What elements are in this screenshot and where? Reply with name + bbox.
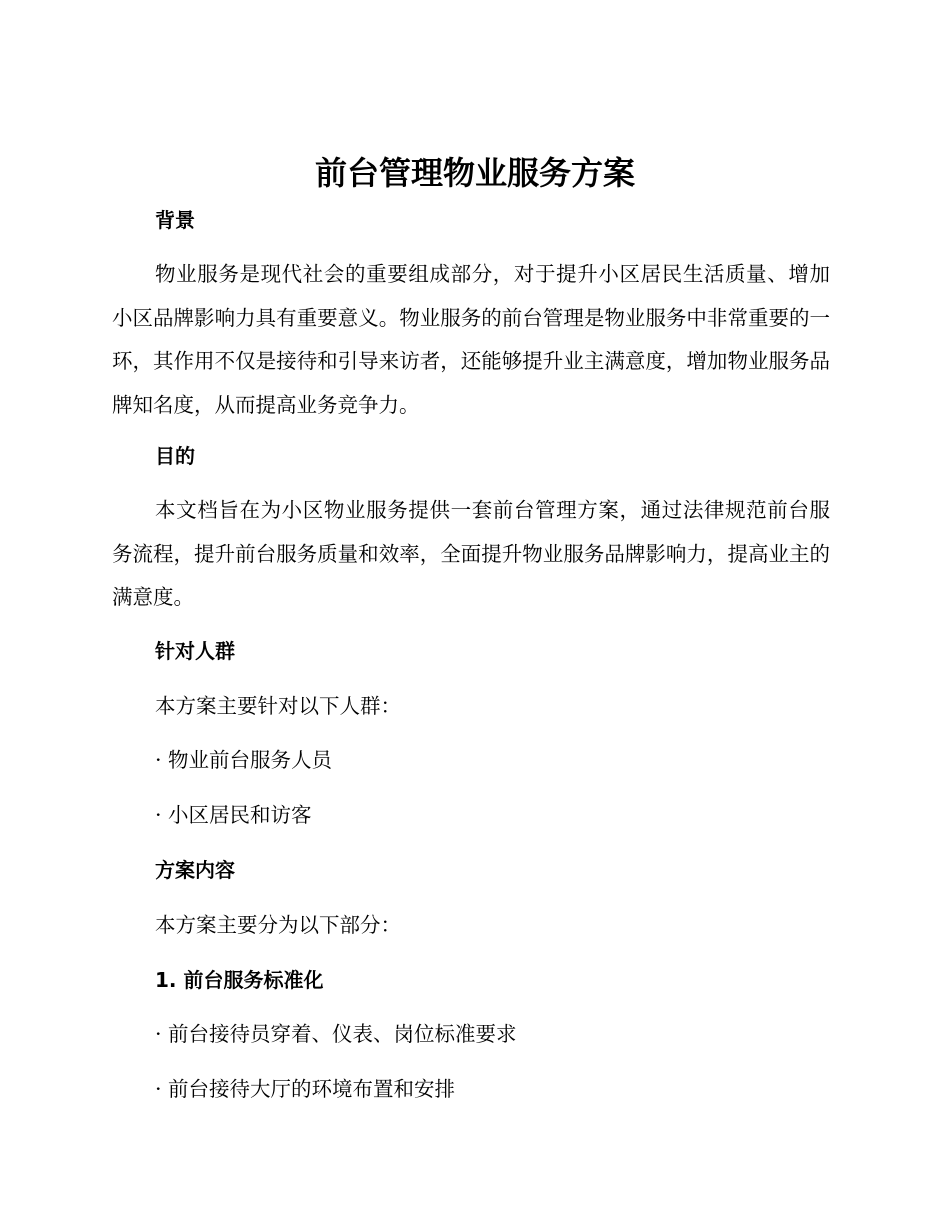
background-paragraph: 物业服务是现代社会的重要组成部分，对于提升小区居民生活质量、增加小区品牌影响力具有重要意义。物业服务的前台管理是物业服务中非常重要的一环，其作用不仅是接待和引导来访者，还能够提升业主满意度，增加物业服务品牌知名度，从而提高业务竞争力。 (112, 262, 830, 417)
section-heading-audience: 针对人群 (155, 639, 235, 663)
section-heading-purpose: 目的 (155, 444, 195, 468)
list-item: · 小区居民和访客 (155, 803, 312, 827)
document-title: 前台管理物业服务方案 (314, 154, 635, 192)
content-intro: 本方案主要分为以下部分： (155, 913, 401, 937)
list-item: · 前台接待大厅的环境布置和安排 (155, 1077, 456, 1101)
section-heading-content: 方案内容 (155, 858, 235, 882)
list-item: · 前台接待员穿着、仪表、岗位标准要求 (155, 1022, 517, 1046)
purpose-paragraph: 本文档旨在为小区物业服务提供一套前台管理方案，通过法律规范前台服务流程，提升前台服务质量和效率，全面提升物业服务品牌影响力，提高业主的满意度。 (112, 498, 830, 609)
audience-intro: 本方案主要针对以下人群： (155, 694, 401, 718)
subheading-frontdesk-standardization: 1. 前台服务标准化 (155, 968, 324, 992)
section-heading-background: 背景 (155, 208, 195, 232)
list-item: · 物业前台服务人员 (155, 748, 333, 772)
